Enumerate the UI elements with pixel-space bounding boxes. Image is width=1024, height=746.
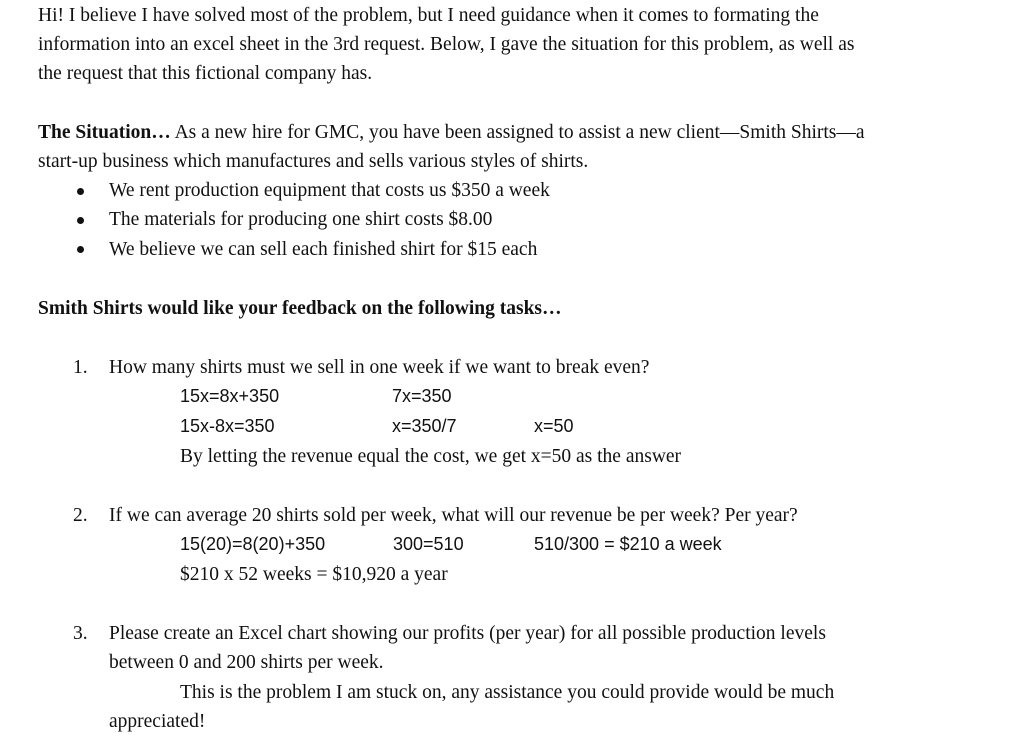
bullet-dot (77, 246, 84, 253)
intro-line-2: information into an excel sheet in the 3rd request. Below, I gave the situation for this problem, as well as (38, 34, 855, 55)
task-work: x=50 (534, 416, 574, 436)
tasks-heading: Smith Shirts would like your feedback on the following tasks… (38, 298, 562, 319)
bullet-item: We rent production equipment that costs us $350 a week (109, 180, 550, 201)
task-work: x=350/7 (392, 416, 457, 436)
situation-text: As a new hire for GMC, you have been assigned to assist a new client—Smith Shirts—a (174, 122, 865, 143)
task-number: 2. (73, 505, 88, 526)
task-work: 15(20)=8(20)+350 (180, 534, 326, 554)
bullet-item: The materials for producing one shirt costs $8.00 (109, 209, 493, 230)
task-question: How many shirts must we sell in one week if we want to break even? (109, 357, 650, 378)
intro-line-3: the request that this fictional company has. (38, 63, 373, 84)
task-question: Please create an Excel chart showing our profits (per year) for all possible production levels (109, 623, 826, 644)
task-number: 3. (73, 623, 88, 644)
task-work: 300=510 (393, 534, 464, 554)
task-question: If we can average 20 shirts sold per week, what will our revenue be per week? Per year? (109, 505, 798, 526)
situation-line-2: start-up business which manufactures and sells various styles of shirts. (38, 151, 589, 172)
intro-line-1: Hi! I believe I have solved most of the problem, but I need guidance when it comes to formating the (38, 5, 819, 26)
task-number: 1. (73, 357, 88, 378)
task-work: 15x-8x=350 (180, 416, 275, 436)
task-conclusion: By letting the revenue equal the cost, we get x=50 as the answer (180, 446, 682, 467)
task-note: This is the problem I am stuck on, any assistance you could provide would be much (180, 682, 835, 703)
situation-heading: The Situation… (38, 122, 171, 143)
situation-line-1 (38, 118, 865, 147)
task-question: between 0 and 200 shirts per week. (109, 652, 384, 673)
task-work: 15x=8x+350 (180, 386, 280, 406)
task-work: $210 x 52 weeks = $10,920 a year (180, 564, 448, 585)
task-work: 7x=350 (392, 386, 452, 406)
bullet-item: We believe we can sell each finished shirt for $15 each (109, 239, 538, 260)
bullet-dot (77, 217, 84, 224)
task-note: appreciated! (109, 711, 206, 732)
task-work: 510/300 = $210 a week (534, 534, 722, 554)
bullet-dot (77, 188, 84, 195)
